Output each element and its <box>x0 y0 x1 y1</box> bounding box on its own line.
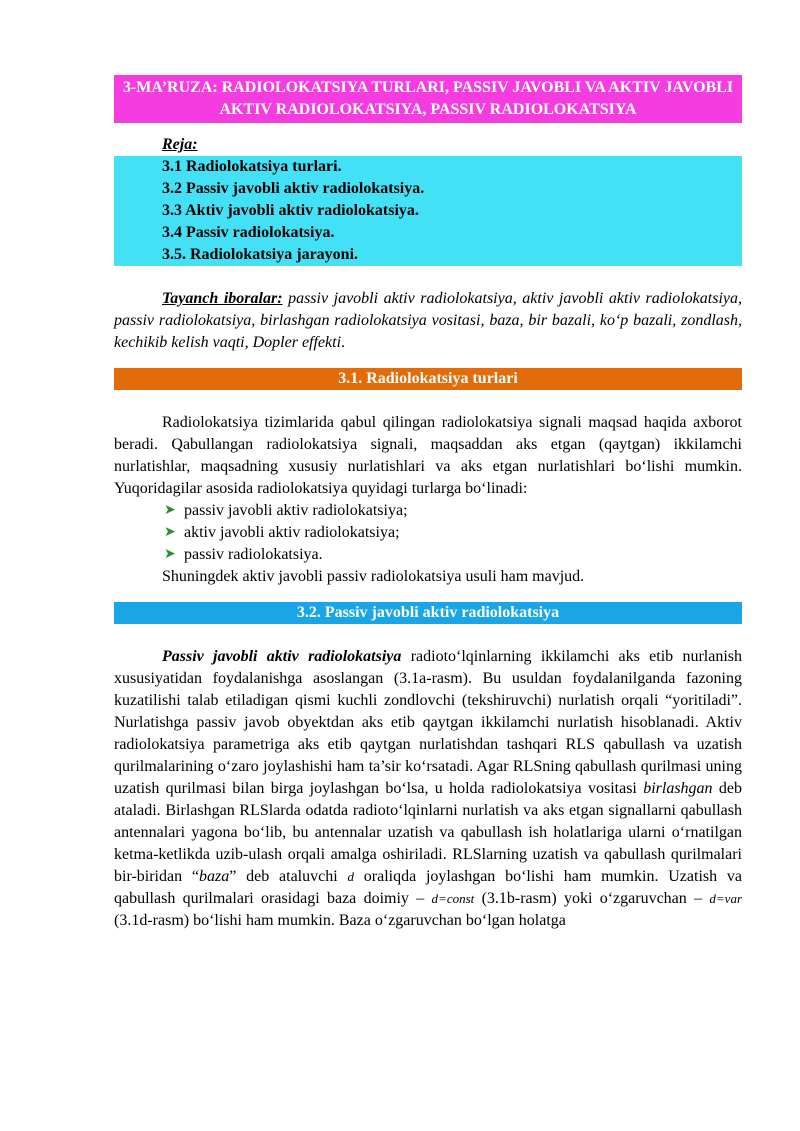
term-italic: baza <box>199 868 230 885</box>
plan-item: 3.2 Passiv javobli aktiv radiolokatsiya. <box>162 180 425 197</box>
term-italic: birlashgan <box>643 780 713 797</box>
arrow-bullet-icon: ➤ <box>164 547 176 562</box>
plan-item: 3.5. Radiolokatsiya jarayoni. <box>162 246 359 263</box>
section1-note: Shuningdek aktiv javobli passiv radiolokatsiya usuli ham mavjud. <box>162 568 585 585</box>
document-page <box>114 75 742 932</box>
plan-item: 3.4 Passiv radiolokatsiya. <box>162 224 335 241</box>
text-run: deb ataladi. Birlashgan RLSlarda odatda radioto‘lqinlarni nurlatish va aks etgan signallarni qabullash antennalari yagona bo‘lib, bu antennalar uzatish va qabullash ish holatlariga ularni o‘rnatilgan ketma-ketlikda uzib-ulash orqali amalga oshiriladi. RLSlarning uzatish va qabullash qurilmalari bir-biridan “ <box>114 780 742 885</box>
text-run: ” deb ataluvchi <box>229 868 348 885</box>
plan-label: Reja: <box>162 136 198 153</box>
plan-block <box>114 135 742 266</box>
arrow-bullet-icon: ➤ <box>164 503 176 518</box>
term-bold: Passiv javobli aktiv radiolokatsiya <box>162 648 402 665</box>
keywords-period: . <box>341 334 346 351</box>
section-heading-3-2: 3.2. Passiv javobli aktiv radiolokatsiya <box>114 602 742 624</box>
plan-list <box>114 156 742 266</box>
lecture-title: 3-MA’RUZA: RADIOLOKATSIYA TURLARI, PASSIV JAVOBLI VA AKTIV JAVOBLI AKTIV RADIOLOKATSIYA, PASSIV RADIOLOKATSIYA <box>114 75 742 123</box>
section-heading-3-1: 3.1. Radiolokatsiya turlari <box>114 368 742 390</box>
list-item <box>162 500 742 522</box>
math-expression: d=var <box>709 891 743 906</box>
arrow-bullet-icon: ➤ <box>164 525 176 540</box>
keywords-paragraph <box>114 288 742 354</box>
math-expression: d=const <box>431 891 475 906</box>
keywords-label: Tayanch iboralar: <box>162 290 283 307</box>
math-symbol: d <box>347 869 354 884</box>
plan-item: 3.3 Aktiv javobli aktiv radiolokatsiya. <box>162 202 419 219</box>
list-item <box>162 522 742 544</box>
list-item <box>162 544 742 566</box>
radiolocation-types-list <box>114 500 742 566</box>
keywords-text: passiv javobli aktiv radiolokatsiya, aktiv javobli aktiv radiolokatsiya, passiv radiolokatsiya, birlashgan radiolokatsiya vositasi, baza, bir bazali, ko‘p bazali, zondlash, kechikib kelish vaqti, Dopler effekti <box>114 290 742 351</box>
text-run: (3.1b-rasm) yoki o‘zgaruvchan – <box>474 890 710 907</box>
list-item-text: passiv radiolokatsiya. <box>184 546 323 563</box>
list-item-text: passiv javobli aktiv radiolokatsiya; <box>184 502 408 519</box>
text-run: radioto‘lqinlarning ikkilamchi aks etib nurlanish xususiyatidan foydalanishga asoslangan (3.1a-rasm). Bu usuldan foydalanilganda fazoning kuzatilishi talab etiladigan qismi kuchli zondlovchi (tekshiruvchi) nurlatish orqali “yoritiladi”. Nurlatishga passiv javob obyektdan aks etib qaytgan ikkilamchi nurlatish hisoblanadi. Aktiv radiolokatsiya parametriga aks etib qaytgan nurlatishdan tashqari RLS qabullash va uzatish qurilmalarining o‘zaro joylashishi ham ta’sir ko‘rsatadi. Agar RLSning qabullash qurilmasi uning uzatish qurilmasi bilan birga joylashgan bo‘lsa, u holda radiolokatsiya vositasi <box>114 648 742 797</box>
text-run: oraliqda joylashgan bo‘lishi ham mumkin. Uzatish va qabullash qurilmalari orasidagi baza doimiy – <box>114 868 743 907</box>
section1-paragraph: Radiolokatsiya tizimlarida qabul qilingan radiolokatsiya signali maqsad haqida axborot beradi. Qabullangan radiolokatsiya signali, maqsaddan aks etgan (qaytgan) ikkilamchi nurlatishlar, maqsadning xususiy nurlatishlari va aks etgan nurlatishlari bo‘lishi mumkin. Yuqoridagilar asosida radiolokatsiya quyidagi turlarga bo‘linadi: <box>114 414 742 497</box>
text-run: (3.1d-rasm) bo‘lishi ham mumkin. Baza o‘zgaruvchan bo‘lgan holatga <box>114 912 566 929</box>
plan-item: 3.1 Radiolokatsiya turlari. <box>162 158 342 175</box>
list-item-text: aktiv javobli aktiv radiolokatsiya; <box>184 524 400 541</box>
section2-paragraph <box>114 646 742 932</box>
